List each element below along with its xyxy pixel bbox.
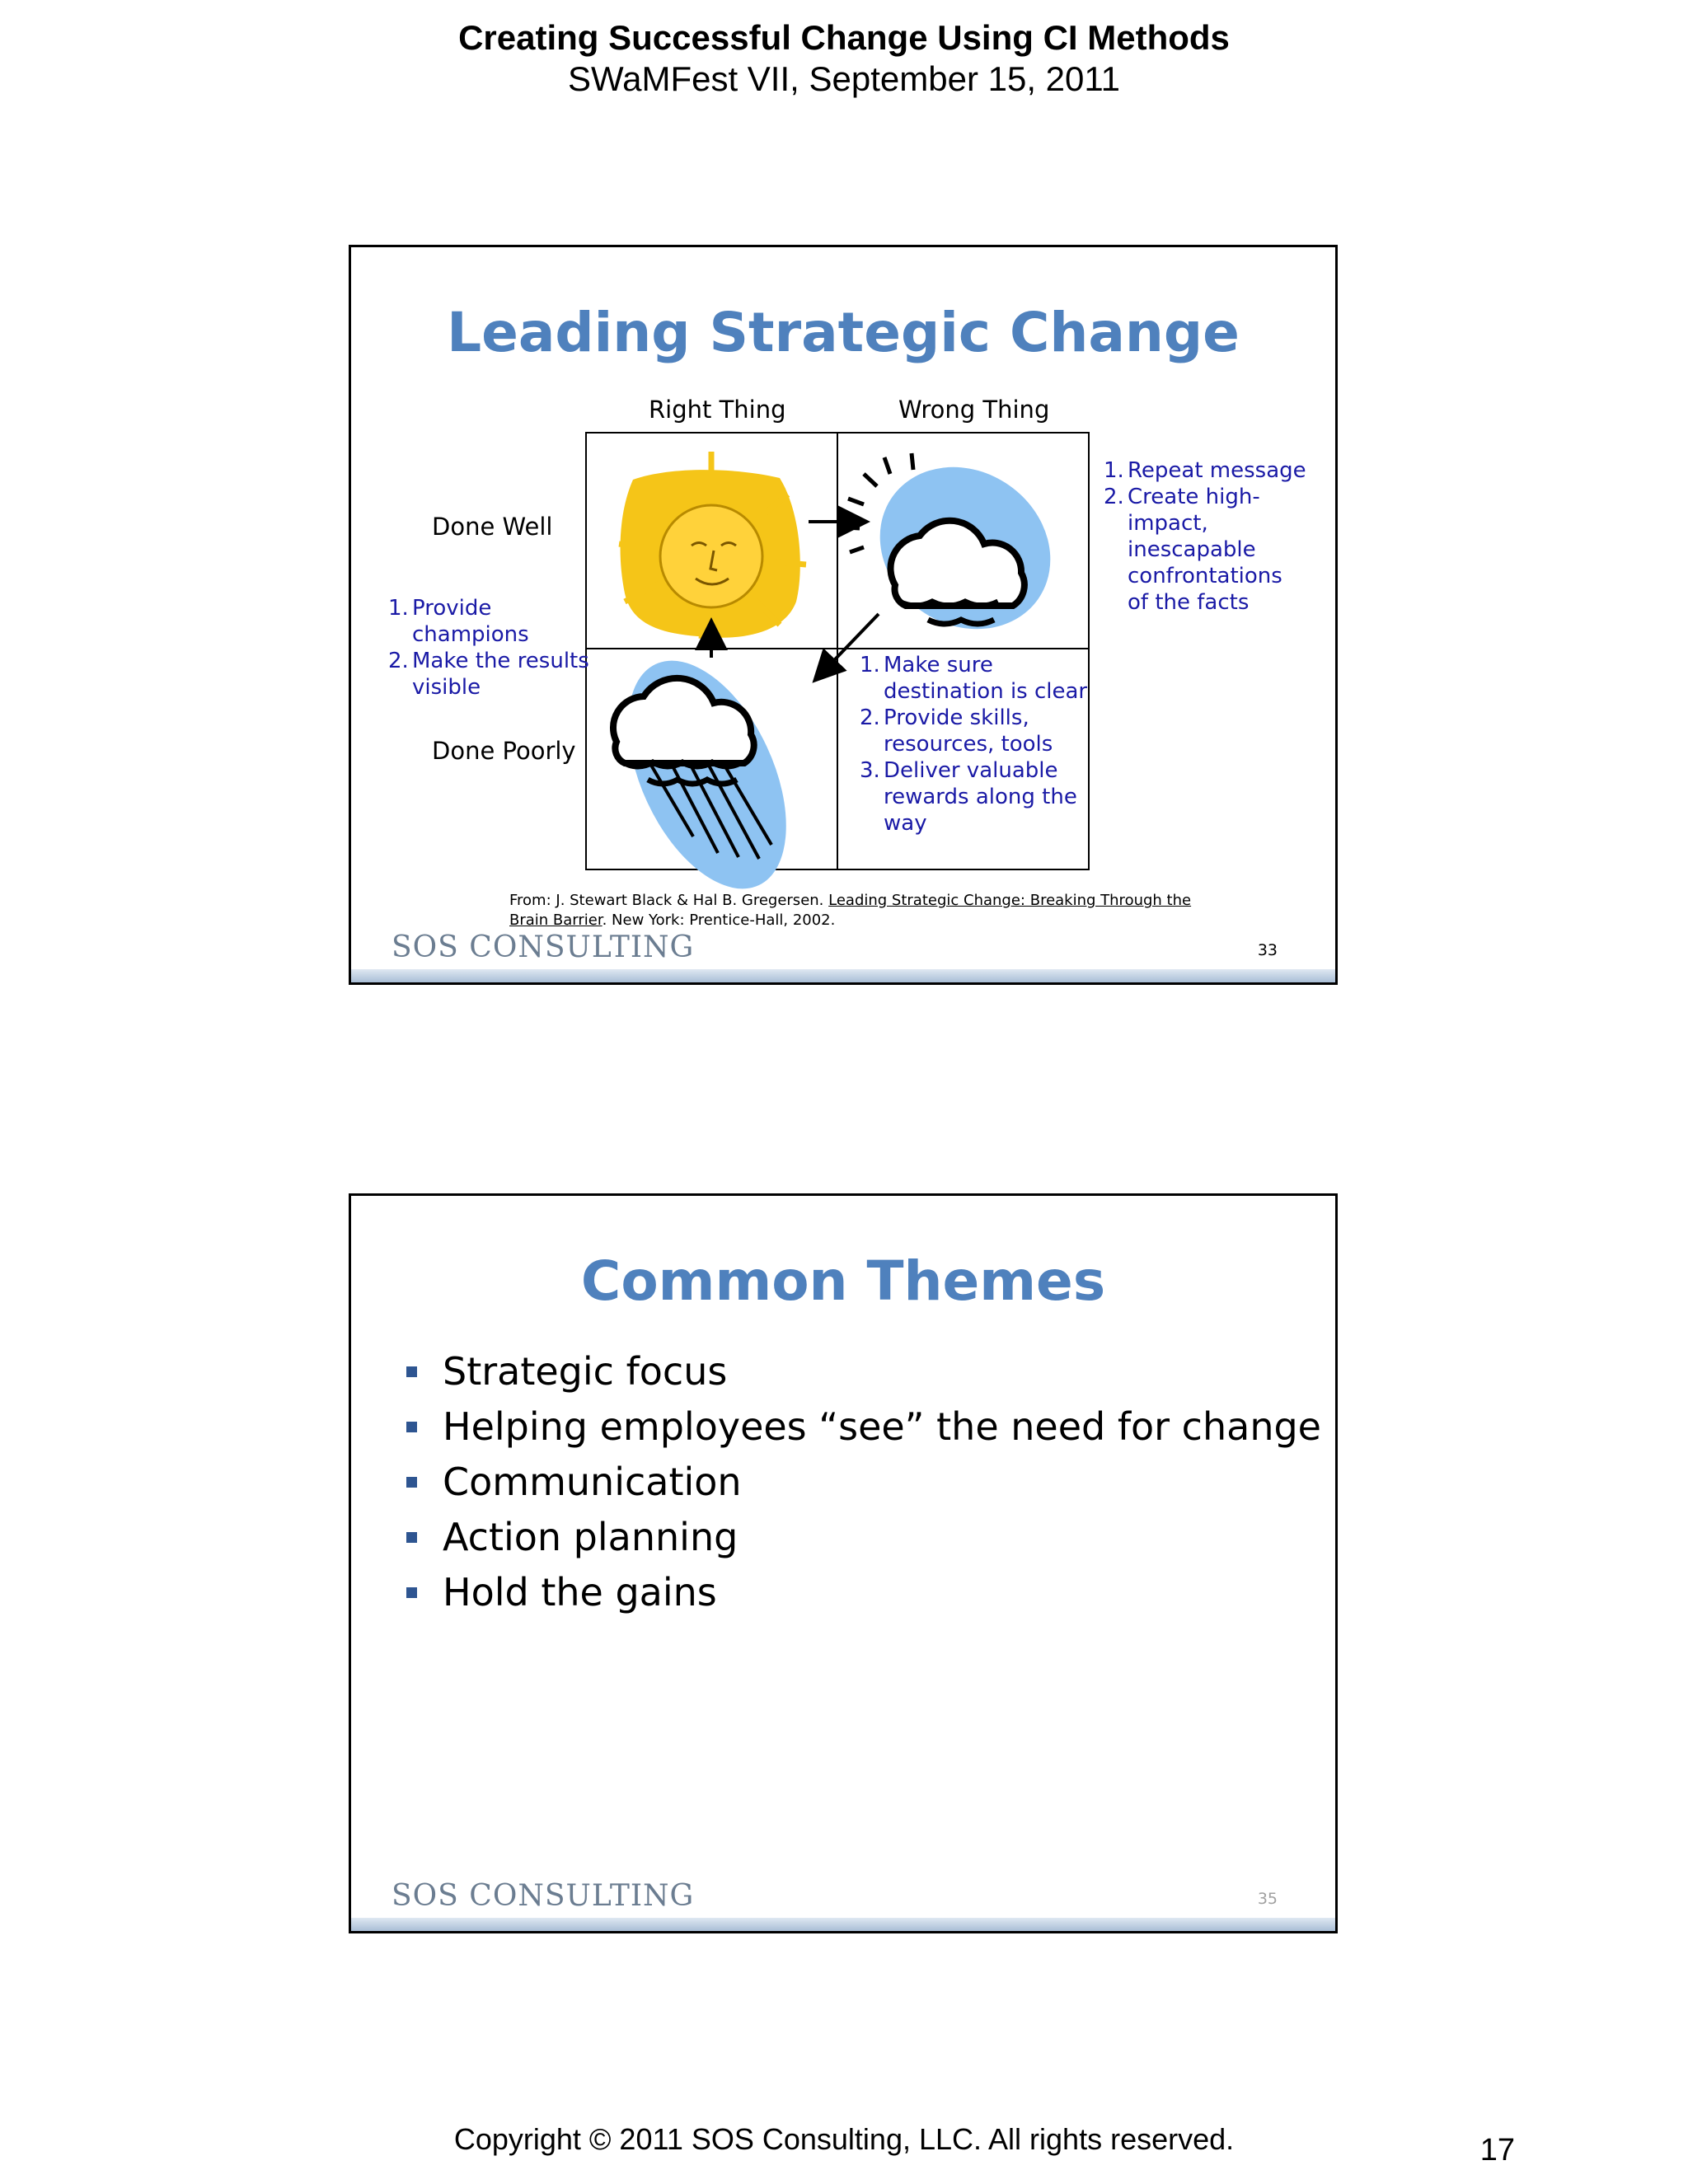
theme-bullet: Hold the gains bbox=[406, 1565, 1321, 1620]
bullet-square-icon bbox=[406, 1587, 417, 1598]
slide-number: 35 bbox=[1257, 1890, 1278, 1908]
cloud-icon bbox=[846, 434, 1082, 662]
left-action-list bbox=[388, 595, 589, 701]
list-item: 2. Create high- impact, inescapable confrontations of the facts bbox=[1104, 485, 1282, 615]
page-title: Creating Successful Change Using CI Methods bbox=[458, 18, 1230, 57]
right-action-list bbox=[1104, 457, 1306, 616]
page-number: 17 bbox=[1479, 2133, 1515, 2168]
row-label-done-well: Done Well bbox=[432, 513, 553, 541]
bottom-action-list bbox=[860, 652, 1087, 837]
theme-bullet: Communication bbox=[406, 1455, 1321, 1510]
copyright-footer: Copyright © 2011 SOS Consulting, LLC. All rights reserved. bbox=[453, 2122, 1235, 2156]
bullet-square-icon bbox=[406, 1366, 417, 1377]
slide-bottom-bar bbox=[351, 969, 1335, 982]
list-item: 1. Provide champions bbox=[388, 596, 529, 647]
theme-bullet-list bbox=[406, 1344, 1321, 1620]
brand-logo: SOS CONSULTING bbox=[392, 1879, 695, 1913]
slide-number: 33 bbox=[1257, 941, 1278, 959]
bullet-square-icon bbox=[406, 1422, 417, 1432]
list-item: 2. Provide skills, resources, tools bbox=[860, 705, 1053, 757]
bullet-square-icon bbox=[406, 1532, 417, 1543]
col-label-right-thing: Right Thing bbox=[649, 396, 786, 424]
list-item: 1. Make sure destination is clear bbox=[860, 653, 1088, 704]
sun-icon bbox=[619, 452, 806, 639]
brand-logo: SOS CONSULTING bbox=[392, 930, 695, 964]
slide-title: Leading Strategic Change bbox=[447, 301, 1240, 364]
citation-book-title: Leading Strategic Change: Breaking Through the Brain Barrier bbox=[509, 892, 1192, 929]
list-item: 2. Make the results visible bbox=[388, 649, 589, 700]
theme-bullet: Action planning bbox=[406, 1510, 1321, 1565]
row-label-done-poorly: Done Poorly bbox=[432, 737, 576, 765]
rain-cloud-icon bbox=[596, 636, 818, 913]
slide-leading-strategic-change bbox=[349, 245, 1338, 985]
page-subtitle: SWaMFest VII, September 15, 2011 bbox=[568, 59, 1120, 98]
list-item: 3. Deliver valuable rewards along the way bbox=[860, 758, 1077, 836]
theme-bullet: Strategic focus bbox=[406, 1344, 1321, 1399]
col-label-wrong-thing: Wrong Thing bbox=[898, 396, 1050, 424]
slide-bottom-bar bbox=[351, 1918, 1335, 1931]
citation: From: J. Stewart Black & Hal B. Gregersen. Leading Strategic Change: Breaking Through the Brain Barrier. New York: Prentice-Hall, 2002. bbox=[509, 892, 1192, 929]
slide-common-themes bbox=[349, 1193, 1338, 1933]
slide-title: Common Themes bbox=[580, 1249, 1106, 1313]
list-item: 1. Repeat message bbox=[1104, 458, 1306, 483]
bullet-square-icon bbox=[406, 1477, 417, 1488]
theme-bullet: Helping employees “see” the need for change bbox=[406, 1399, 1321, 1455]
